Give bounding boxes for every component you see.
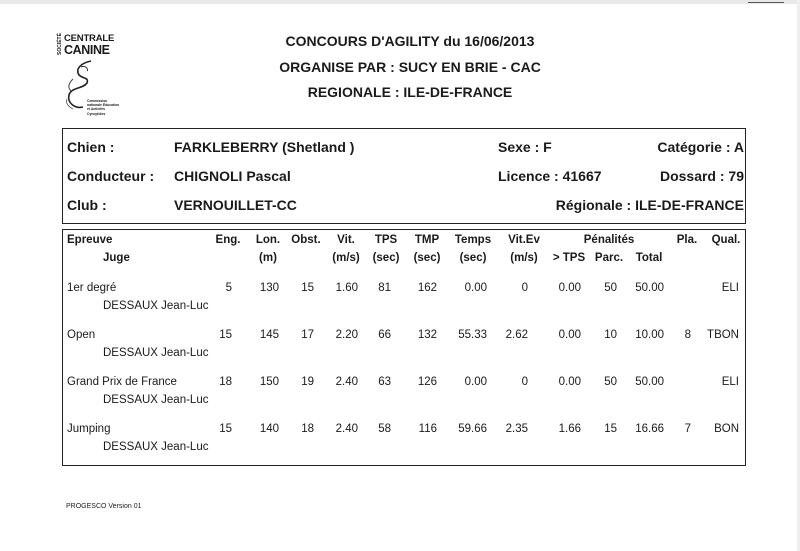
row-juge: DESSAUX Jean-Luc <box>103 441 209 453</box>
cell-tmp: 132 <box>417 329 437 341</box>
cell-pen-total: 16.66 <box>635 423 664 435</box>
cell-temps: 59.66 <box>458 423 487 435</box>
results-table <box>62 229 746 466</box>
cell-lon: 145 <box>259 329 279 341</box>
col-vitev-unit: (m/s) <box>510 252 538 264</box>
col-vit-unit: (m/s) <box>332 252 360 264</box>
logo-small-text: Commission nationale Éducation et Activités Cynophiles <box>87 99 120 116</box>
club-label: Club : <box>67 197 107 213</box>
page-edge <box>0 0 800 4</box>
cell-tps: 58 <box>378 423 391 435</box>
col-obst: Obst. <box>291 234 321 246</box>
dog-value: FARKLEBERRY (Shetland ) <box>174 139 355 155</box>
cell-pen-parc: 15 <box>604 423 617 435</box>
cell-pen-total: 50.00 <box>635 376 664 388</box>
logo-side-text: SOCIÉTÉ <box>57 33 63 55</box>
cell-vitev: 2.62 <box>505 329 528 341</box>
col-eng: Eng. <box>215 234 241 246</box>
cell-vit: 1.60 <box>335 282 358 294</box>
cell-tmp: 126 <box>417 376 437 388</box>
category-value: Catégorie : A <box>657 139 744 155</box>
cell-eng: 18 <box>219 376 232 388</box>
cell-eng: 5 <box>225 282 232 294</box>
col-vitev: Vit.Ev <box>508 234 540 246</box>
row-epreuve: Open <box>67 329 96 341</box>
cell-tps: 63 <box>378 376 391 388</box>
dog-label: Chien : <box>67 139 115 155</box>
cell-tps: 81 <box>378 282 391 294</box>
cell-qual: BON <box>714 423 739 435</box>
cell-temps: 0.00 <box>464 282 487 294</box>
cell-pla: 7 <box>684 423 691 435</box>
dog-info-box <box>62 128 746 224</box>
cell-pen-tps: 0.00 <box>558 282 581 294</box>
competition-title: CONCOURS D'AGILITY du 16/06/2013 <box>285 33 535 49</box>
cell-eng: 15 <box>219 329 232 341</box>
cell-obst: 18 <box>301 423 314 435</box>
cell-vit: 2.40 <box>335 423 358 435</box>
cell-tmp: 116 <box>418 423 437 435</box>
scc-logo <box>57 33 121 123</box>
cell-lon: 130 <box>259 282 279 294</box>
licence-value: Licence : 41667 <box>498 168 602 184</box>
row-epreuve: 1er degré <box>67 282 117 294</box>
logo-line1: CENTRALE <box>64 33 115 44</box>
cell-tps: 66 <box>378 329 391 341</box>
regionale-value: Régionale : ILE-DE-FRANCE <box>555 197 744 213</box>
cell-qual: ELI <box>721 282 739 294</box>
col-pen-tps: > TPS <box>552 252 586 264</box>
club-value: VERNOUILLET-CC <box>174 197 297 213</box>
cell-pen-parc: 50 <box>604 282 617 294</box>
col-tps-unit: (sec) <box>372 252 400 264</box>
col-vit: Vit. <box>337 234 355 246</box>
col-tmp-unit: (sec) <box>413 252 441 264</box>
cell-pen-parc: 10 <box>604 329 617 341</box>
cell-pen-parc: 50 <box>604 376 617 388</box>
cell-vitev: 0 <box>521 376 528 388</box>
dossard-value: Dossard : 79 <box>659 168 744 184</box>
cell-tmp: 162 <box>417 282 437 294</box>
cell-obst: 17 <box>301 329 314 341</box>
cell-lon: 140 <box>259 423 279 435</box>
cell-lon: 150 <box>259 376 279 388</box>
col-juge: Juge <box>103 252 130 264</box>
col-tmp: TMP <box>414 234 440 246</box>
row-juge: DESSAUX Jean-Luc <box>103 394 209 406</box>
corner-mark <box>748 2 784 3</box>
cell-pen-total: 10.00 <box>635 329 664 341</box>
col-pla: Pla. <box>676 234 698 246</box>
handler-value: CHIGNOLI Pascal <box>174 168 291 184</box>
sex-value: Sexe : F <box>498 139 552 155</box>
cell-obst: 19 <box>301 376 314 388</box>
col-pen-parc: Parc. <box>594 252 624 264</box>
cell-temps: 55.33 <box>458 329 487 341</box>
cell-qual: ELI <box>721 376 739 388</box>
cell-temps: 0.00 <box>464 376 487 388</box>
row-juge: DESSAUX Jean-Luc <box>103 347 209 359</box>
row-juge: DESSAUX Jean-Luc <box>103 300 209 312</box>
row-epreuve: Grand Prix de France <box>67 376 177 388</box>
region-line: REGIONALE : ILE-DE-FRANCE <box>307 84 513 100</box>
col-temps-unit: (sec) <box>459 252 487 264</box>
cell-vit: 2.20 <box>335 329 358 341</box>
col-temps: Temps <box>454 234 492 246</box>
cell-pen-tps: 1.66 <box>558 423 581 435</box>
organizer-line: ORGANISE PAR : SUCY EN BRIE - CAC <box>279 59 541 75</box>
row-epreuve: Jumping <box>67 423 111 435</box>
col-tps: TPS <box>374 234 398 246</box>
logo-line2: CANINE <box>64 43 110 57</box>
software-version: PROGESCO Version 01 <box>66 503 142 510</box>
handler-label: Conducteur : <box>67 168 155 184</box>
cell-pen-tps: 0.00 <box>558 329 581 341</box>
col-pen-total: Total <box>635 252 663 264</box>
cell-vitev: 2.35 <box>505 423 528 435</box>
cell-vit: 2.40 <box>335 376 358 388</box>
cell-qual: TBON <box>707 329 739 341</box>
cell-pen-total: 50.00 <box>635 282 664 294</box>
col-lon-unit: (m) <box>259 252 277 264</box>
col-epreuve: Epreuve <box>67 234 113 246</box>
cell-pen-tps: 0.00 <box>558 376 581 388</box>
cell-pla: 8 <box>684 329 691 341</box>
col-lon: Lon. <box>255 234 281 246</box>
col-penalites: Pénalités <box>583 234 635 246</box>
col-qual: Qual. <box>711 234 741 246</box>
cell-obst: 15 <box>301 282 314 294</box>
cell-eng: 15 <box>219 423 232 435</box>
cell-vitev: 0 <box>521 282 528 294</box>
